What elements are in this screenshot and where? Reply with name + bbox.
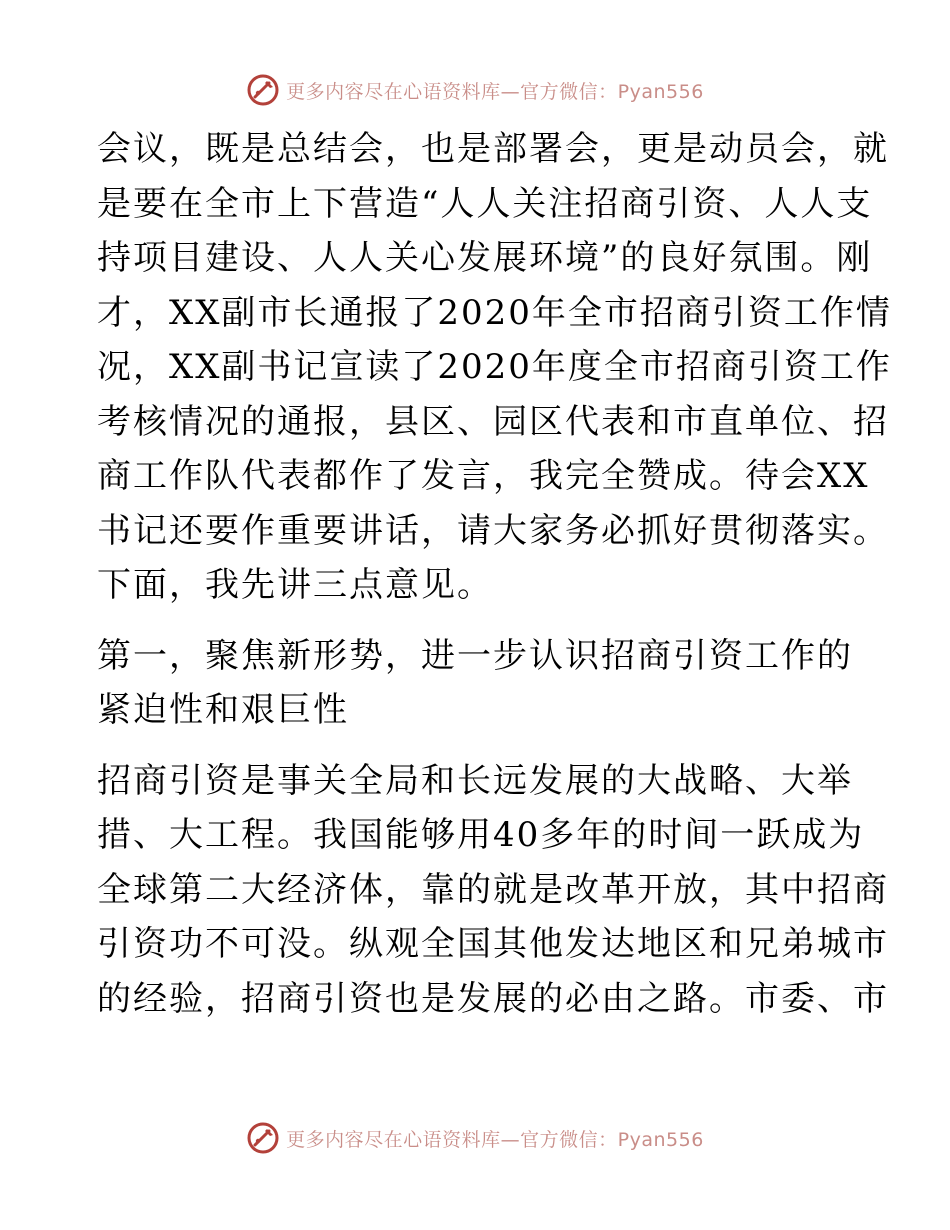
paragraph-spacer <box>97 738 857 754</box>
text-line: 考核情况的通报，县区、园区代表和市直单位、招 <box>97 401 889 442</box>
text-line: 书记还要作重要讲话，请大家务必抓好贯彻落实。 <box>97 510 889 551</box>
text-line: 才，XX副市长通报了2020年全市招商引资工作情 <box>97 292 892 333</box>
paragraph-intro <box>97 122 892 613</box>
text-line: 的经验，招商引资也是发展的必由之路。市委、市 <box>97 978 889 1019</box>
text-line: 招商引资是事关全局和长远发展的大战略、大举 <box>97 760 853 801</box>
text-line: 况，XX副书记宣读了2020年度全市招商引资工作 <box>97 347 892 387</box>
text-line: 引资功不可没。纵观全国其他发达地区和兄弟城市 <box>97 924 889 964</box>
text-line: 会议，既是总结会，也是部署会，更是动员会，就 <box>97 129 889 169</box>
document-body <box>97 122 892 1026</box>
text-line: 商工作队代表都作了发言，我完全赞成。待会XX <box>97 456 870 496</box>
section-heading <box>97 629 857 738</box>
footer-banner-text: 更多内容尽在心语资料库—官方微信：Pyan556 <box>286 1128 704 1151</box>
paragraph-investment <box>97 754 889 1027</box>
seal-logo-icon <box>246 73 280 107</box>
paragraph-spacer <box>97 613 857 629</box>
text-line: 措、大工程。我国能够用40多年的时间一跃成为 <box>97 815 865 855</box>
text-line: 全球第二大经济体，靠的就是改革开放，其中招商 <box>97 869 889 910</box>
heading-line: 第一，聚焦新形势，进一步认识招商引资工作的 <box>97 635 853 676</box>
header-banner <box>0 70 950 110</box>
text-line: 是要在全市上下营造“人人关注招商引资、人人支 <box>97 183 873 224</box>
text-line: 持项目建设、人人关心发展环境”的良好氛围。刚 <box>97 238 873 278</box>
text-line: 下面，我先讲三点意见。 <box>97 565 493 605</box>
heading-line: 紧迫性和艰巨性 <box>97 690 349 730</box>
header-banner-text: 更多内容尽在心语资料库—官方微信：Pyan556 <box>286 80 704 103</box>
footer-banner <box>0 1118 950 1158</box>
seal-logo-icon <box>246 1121 280 1155</box>
